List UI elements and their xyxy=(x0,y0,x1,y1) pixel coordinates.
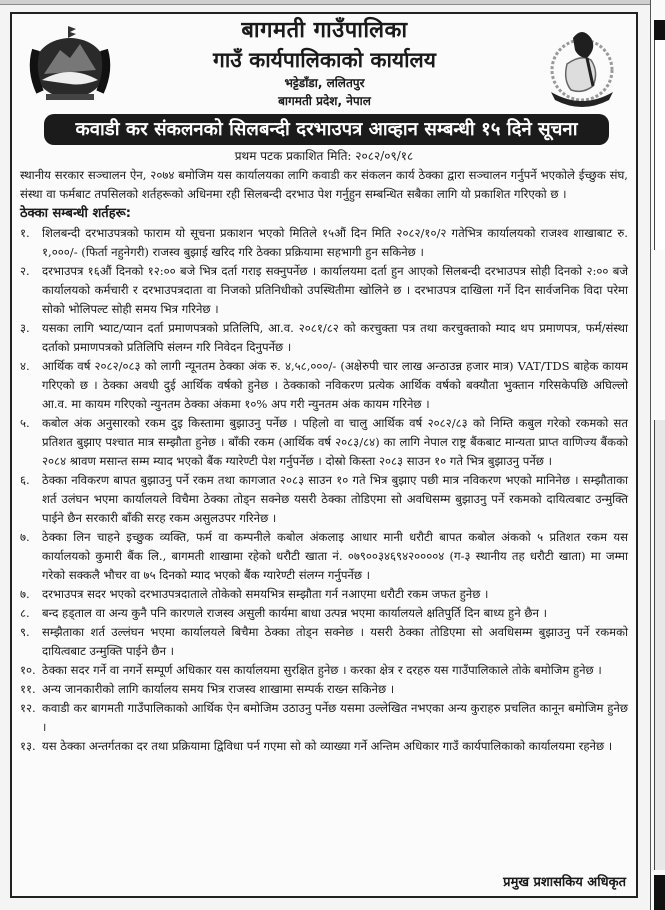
term-number: ६. xyxy=(20,473,30,487)
term-number: ७. xyxy=(20,530,30,544)
term-text: सम्झैताका शर्त उल्लंघन भएमा कार्यालयले बिचैमा ठेक्का तोड्न सक्नेछ । यसरी ठेक्का तोडिएमा सो अवधिसम्म बुझाउनु पर्ने रकमको दायित्वबाट उन्मुक्ति पाईने छैन । xyxy=(42,625,628,658)
notice-body xyxy=(12,166,636,756)
term-number: १२. xyxy=(20,701,36,715)
term-item xyxy=(20,414,628,471)
term-text: शिलबन्दी दरभाउपत्रको फाराम यो सूचना प्रकाशन भएको मितिले १५औं दिन मिति २०८२/१०/२ गतेभित्र कार्यालयको राजश्व शाखाबाट रु. १,०००/- (फिर्ता नहुनेगरी) राजस्व बुझाई खरिद गरि ठेक्का प्रक्रियामा सहभागी हुन सकिनेछ । xyxy=(42,226,628,259)
term-text: अन्य जानकारीको लागि कार्यालय समय भित्र राजस्व शाखामा सम्पर्क राख्न सकिनेछ । xyxy=(42,682,395,696)
term-item xyxy=(20,319,628,357)
term-item xyxy=(20,528,628,585)
term-text: ठेक्का सदर गर्ने वा नगर्ने सम्पूर्ण अधिकार यस कार्यालयमा सुरक्षित हुनेछ । करका क्षेत्र र दरहरु यस गाउँपालिकाले तोके बमोजिम हुनेछ । xyxy=(42,663,602,677)
term-item xyxy=(20,699,628,737)
term-number: २. xyxy=(20,264,30,278)
term-item xyxy=(20,262,628,319)
address-line-1: भट्टेडाँडा, ललितपुर xyxy=(284,76,365,90)
notice-title: कवाडी कर संकलनको सिलबन्दी दरभाउपत्र आव्हान सम्बन्धी १५ दिने सूचना xyxy=(44,114,609,145)
term-number: ९. xyxy=(20,625,30,639)
notice-header xyxy=(12,14,636,112)
adjacent-page-edge xyxy=(650,0,665,910)
term-item xyxy=(20,585,628,604)
term-text: ठेक्का नविकरण बापत बुझाउनु पर्ने रकम तथा कागजात २०८३ साउन १० गते भित्र बुझाए पछी मात्र नविकरण भएको मानिनेछ । सम्झौताका शर्त उलंघन भएमा कार्यालयले विचैमा ठेक्का तोड्न सक्नेछ यसरी ठेक्का तोडिएमा सो अवधिसम्म बुझाउनु पर्ने रकमको दायित्वबाट उन्मुक्ति पाईने छैन सरकारी बाँकी सरह रकम असुलउपर गरिनेछ । xyxy=(42,473,628,525)
term-item xyxy=(20,357,628,414)
term-number: ११. xyxy=(20,682,36,696)
term-number: ३. xyxy=(20,321,30,335)
term-text: कबोल अंक अनुसारको रकम दुइ किस्तामा बुझाउनु पर्नेछ । पहिलो वा चालु आर्थिक वर्ष २०८२/८३ को निम्ति कबुल गरेको रकमको सत प्रतिशत बुझाए पश्चात मात्र सम्झौता हुनेछ । बाँकी रकम (आर्थिक वर्ष २०८३/८४) का लागि नेपाल राष्ट्र बैंकबाट मान्यता प्राप्त वाणिज्य बैंकको २०८४ श्रावण मसान्त सम्म म्याद भएको बैंक ग्यारेण्टी पेश गर्नुपर्नेछ । दोस्रो किस्ता २०८३ साउन १० गते भित्र बुझाउनु पर्नेछ । xyxy=(42,416,628,468)
term-text: दरभाउपत्र १६औं दिनको १२:०० बजे भित्र दर्ता गराइ सक्नुपर्नेछ । कार्यालयमा दर्ता हुन आएको सिलबन्दी दरभाउपत्र सोही दिनको २:०० बजे कार्यालयको कर्मचारी र दरभाउपत्रदाता वा निजको प्रतिनिधीको उपस्थितीमा खोलिने छ । दरभाउपत्र दाखिला गर्ने दिन सार्वजनिक विदा परेमा सोको भोलिपल्ट सोही समय भित्र गरिनेछ । xyxy=(42,264,628,316)
public-notice xyxy=(10,12,638,898)
term-number: ७. xyxy=(20,587,30,601)
term-item xyxy=(20,224,628,262)
term-item xyxy=(20,737,628,756)
term-number: १०. xyxy=(20,663,36,677)
term-number: ४. xyxy=(20,359,30,373)
term-text: यस ठेक्का अन्तर्गतका दर तथा प्रक्रियामा द्विविधा पर्न गएमा सो को व्याख्या गर्ने अन्तिम अधिकार गाउँ कार्यपालिकाको कार्यालयमा रहनेछ । xyxy=(42,739,613,753)
term-item xyxy=(20,604,628,623)
term-number: १३. xyxy=(20,739,36,753)
page-top-rule xyxy=(0,0,650,5)
signatory-title: प्रमुख प्रशासकिय अधिकृत xyxy=(503,875,626,890)
municipality-logo-icon xyxy=(537,24,627,108)
terms-heading: ठेक्का सम्बन्धी शर्तहरू: xyxy=(20,206,131,221)
term-number: ८. xyxy=(20,606,30,620)
office-name: गाउँ कार्यपालिकाको कार्यालय xyxy=(213,48,436,72)
term-text: ठेक्का लिन चाहने इच्छुक व्यक्ति, फर्म वा कम्पनीले कबोल अंकलाइ आधार मानी धरौटी बापत कबोल अंकको ५ प्रतिशत रकम यस कार्यालयको कुमारी बैंक लि., बागमती शाखामा रहेको धरौटी खाता नं. ०७९००३४६९४२००००४ (ग-३ स्थानीय तह धरौटी खाता) मा जम्मा गरेको सक्कलै भौचर वा ७५ दिनको म्याद भएको बैंक ग्यारेण्टी संलग्न गर्नुपर्नेछ । xyxy=(42,530,628,582)
term-text: दरभाउपत्र सदर भएको दरभाउपत्रदाताले तोकेको समयभित्र सम्झौता गर्न नआएमा धरौटी रकम जफत हुनेछ । xyxy=(42,587,489,601)
term-text: कवाडी कर बागमती गाउँपालिकाको आर्थिक ऐन बमोजिम उठाउनु पर्नेछ यसमा उल्लेखित नभएका अन्य कुराहरु प्रचलित कानून बमोजिम हुनेछ । xyxy=(42,701,628,734)
intro-paragraph: स्थानीय सरकार सञ्चालन ऐन, २०७४ बमोजिम यस कार्यालयका लागि कवाडी कर संकलन कार्य ठेक्का द्वारा सञ्चालन गर्नुपर्ने भएकोले ईच्छुक संघ, संस्था वा फर्मबाट तपसिलको शर्तहरूको अधिनमा रही सिलबन्दी दरभाउ पेश गर्नुहुन सम्बन्धित सबैका लागि यो प्रकाशित गरिएको छ । xyxy=(20,168,628,201)
municipality-name: बागमती गाउँपालिका xyxy=(241,18,408,43)
term-item xyxy=(20,680,628,699)
term-number: ५. xyxy=(20,416,30,430)
nepal-emblem-icon xyxy=(22,20,118,108)
terms-list xyxy=(20,224,628,756)
term-item xyxy=(20,623,628,661)
term-text: बन्द हड्ताल वा अन्य कुनै पनि कारणले राजस्व असुली कार्यमा बाधा उत्पन्न भएमा कार्यालयले क्षतिपुर्ति दिन बाध्य हुने छैन । xyxy=(42,606,547,620)
term-text: आर्थिक वर्ष २०८२/०८३ को लागी न्यूनतम ठेक्का अंक रु. ४,५८,०००/- (अक्षेरुपी चार लाख अन्ठाउन्न हजार मात्र) VAT/TDS बाहेक कायम गरिएको छ । ठेक्का अवधी दुई आर्थिक वर्षको हुनेछ । ठेक्काको नविकरण प्रत्येक आर्थिक वर्षको बक्यौता भुक्तान गरिसकेपछि अघिल्लो आ.व. मा कायम गरिएको न्युनतम ठेक्का अंकमा १०% अप गरी न्युनतम अंक कायम गरिनेछ । xyxy=(42,359,628,411)
term-number: १. xyxy=(20,226,30,240)
term-item xyxy=(20,661,628,680)
address-line-2: बागमती प्रदेश, नेपाल xyxy=(278,94,371,108)
term-text: यसका लागि भ्याट/प्यान दर्ता प्रमाणपत्रको प्रतिलिपि, आ.व. २०८१/८२ को करचुक्ता पत्र तथा करचुक्ताको म्याद थप प्रमाणपत्र, फर्म/संस्था दर्ताको प्रमाणपत्रको प्रतिलिपि संलग्न गरि निवेदन दिनुपर्नेछ । xyxy=(42,321,628,354)
published-date: प्रथम पटक प्रकाशित मिति: २०८२/०९/१८ xyxy=(234,149,414,163)
term-item xyxy=(20,471,628,528)
